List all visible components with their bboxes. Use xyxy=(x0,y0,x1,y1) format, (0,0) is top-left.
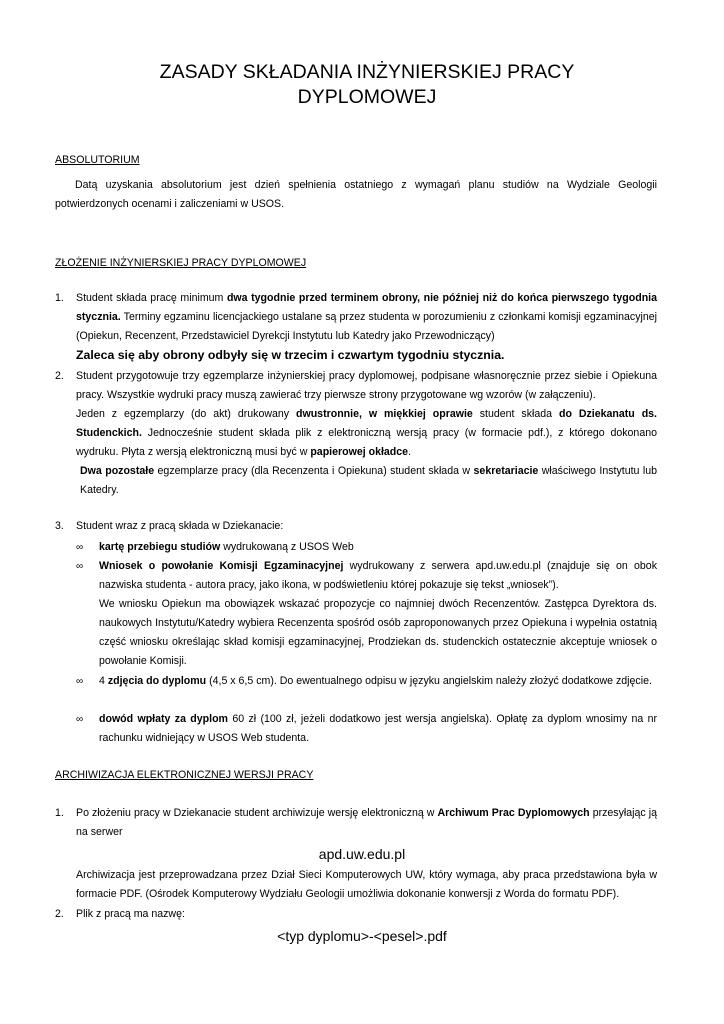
bullet-item-wniosek xyxy=(99,557,657,671)
zlozenie-item-1 xyxy=(76,289,657,346)
bold-run: kartę przebiegu studiów xyxy=(99,541,221,553)
text-run: właściwego Instytutu lub Katedry. xyxy=(80,465,657,496)
infinity-bullet-icon: ∞ xyxy=(76,676,84,687)
wniosek-paragraph-1 xyxy=(99,557,657,595)
title-line-1: ZASADY SKŁADANIA INŻYNIERSKIEJ PRACY xyxy=(159,61,575,83)
list-number: 3. xyxy=(55,520,64,532)
server-address: apd.uw.edu.pl xyxy=(318,846,406,862)
text-run: Terminy egzaminu licencjackiego ustalane są przez studenta w porozumieniu z członkami komisji egzaminacyjnej (Opiekun, Recenzent, Przedstawiciel Dyrekcji Instytutu lub Katedry jako Przewodniczący) xyxy=(76,311,657,342)
archiwizacja-item-2: Plik z pracą ma nazwę: xyxy=(76,908,185,920)
text-run: 60 zł (100 zł, jeżeli dodatkowo jest wersja angielska). Opłatę za dyplom wnosimy na nr rachunku widniejący w USOS Web studenta. xyxy=(99,713,657,744)
list-number: 1. xyxy=(55,807,64,819)
text-run: (4,5 x 6,5 cm). Do ewentualnego odpisu w języku angielskim należy złożyć dodatkowe zdjęcie. xyxy=(206,675,652,687)
archiwizacja-paragraph-2: Archiwizacja jest przeprowadzana przez Dział Sieci Komputerowych UW, który wymaga, aby praca przedstawiona była w formacie PDF. (Ośrodek Komputerowy Wydziału Geologii umożliwia dokonanie konwersji z Worda do formatu PDF). xyxy=(76,869,657,900)
bullet-item-karta xyxy=(99,538,657,557)
text-run: Jednocześnie student składa plik z elektroniczną wersją pracy (w formacie pdf.), z którego dokonano wydruku. Płyta z wersją elektroniczną musi być w xyxy=(76,427,657,458)
zlozenie-note: Zaleca się aby obrony odbyły się w trzecim i czwartym tygodniu stycznia. xyxy=(76,348,505,362)
bullet-item-wplata xyxy=(99,710,657,748)
zlozenie-item-2 xyxy=(76,367,657,500)
item-2-paragraph-3 xyxy=(76,462,657,500)
wniosek-paragraph-2: We wniosku Opiekun ma obowiązek wskazać propozycje co najmniej dwóch Recenzentów. Zastępca Dyrektora ds. naukowych Instytutu/Katedry wybiera Recenzenta spośród osób zaproponowanych przez Opiekuna i wypełnia ostatnią część wniosku określając skład komisji egzaminacyjnej, Prodziekan ds. studenckich ostatecznie akceptuje wniosek o powołanie Komisji. xyxy=(99,598,657,667)
bold-run: papierowej okładce xyxy=(310,446,409,458)
text-run: egzemplarze pracy (dla Recenzenta i Opiekuna) student składa w xyxy=(154,465,474,477)
infinity-bullet-icon: ∞ xyxy=(76,561,84,572)
bold-run: Wniosek o powołanie Komisji Egzaminacyjnej xyxy=(99,560,344,572)
list-number: 1. xyxy=(55,292,64,304)
document-title xyxy=(60,60,674,110)
zlozenie-item-3-intro: Student wraz z pracą składa w Dziekanacie: xyxy=(76,520,284,532)
infinity-bullet-icon: ∞ xyxy=(76,714,84,725)
section-heading-archiwizacja: ARCHIWIZACJA ELEKTRONICZNEJ WERSJI PRACY xyxy=(55,769,314,781)
text-run: przesyłając ją na serwer xyxy=(76,807,657,838)
text-run: wydrukowaną z USOS Web xyxy=(220,541,354,553)
text-run: 4 xyxy=(99,675,108,687)
text-run: . xyxy=(408,446,412,458)
text-run: Jeden z egzemplarzy (do akt) drukowany xyxy=(76,408,296,420)
bold-run: dowód wpłaty za dyplom xyxy=(99,713,228,725)
text-run: student składa xyxy=(472,408,559,420)
bold-run: Archiwum Prac Dyplomowych xyxy=(437,807,590,819)
list-number: 2. xyxy=(55,908,64,920)
section-heading-zlozenie: ZŁOŻENIE INŻYNIERSKIEJ PRACY DYPLOMOWEJ xyxy=(55,257,307,269)
text-run: Student składa pracę minimum xyxy=(76,292,227,304)
bullet-item-zdjecia xyxy=(99,672,657,691)
absolutorium-paragraph: Datą uzyskania absolutorium jest dzień spełnienia ostatniego z wymagań planu studiów na Wydziale Geologii potwierdzonych ocenami i zaliczeniami w USOS. xyxy=(55,179,657,210)
bold-run: dwa tygodnie przed terminem obrony, nie później niż do końca pierwszego tygodnia stycznia. xyxy=(76,292,657,323)
filename-pattern: <typ dyplomu>-<pesel>.pdf xyxy=(277,928,447,944)
list-number: 2. xyxy=(55,370,64,382)
bold-run: zdjęcia do dyplomu xyxy=(107,675,207,687)
item-2-paragraph-2 xyxy=(76,405,657,462)
title-line-2: DYPLOMOWEJ xyxy=(297,86,437,108)
text-run: wydrukowany z serwera apd.uw.edu.pl (znajduje się on obok nazwiska studenta - autora pracy, jako ikona, w podświetleniu której pokazuje się tekst „wniosek”). xyxy=(99,560,657,591)
bold-run: Dwa pozostałe xyxy=(80,465,155,477)
infinity-bullet-icon: ∞ xyxy=(76,542,84,553)
bold-run: do Dziekanatu ds. Studenckich. xyxy=(76,408,658,439)
item-2-paragraph-1: Student przygotowuje trzy egzemplarze inżynierskiej pracy dyplomowej, podpisane własnoręcznie przez siebie i Opiekuna pracy. Wszystkie wydruki pracy muszą zawierać trzy pierwsze strony przygotowane wg wzorów (w załączeniu). xyxy=(76,370,657,401)
section-heading-absolutorium: ABSOLUTORIUM xyxy=(55,154,140,166)
text-run: Po złożeniu pracy w Dziekanacie student archiwizuje wersję elektroniczną w xyxy=(76,807,438,819)
bold-run: sekretariacie xyxy=(473,465,539,477)
bold-run: dwustronnie, w miękkiej oprawie xyxy=(296,408,473,420)
archiwizacja-item-1 xyxy=(76,804,657,842)
